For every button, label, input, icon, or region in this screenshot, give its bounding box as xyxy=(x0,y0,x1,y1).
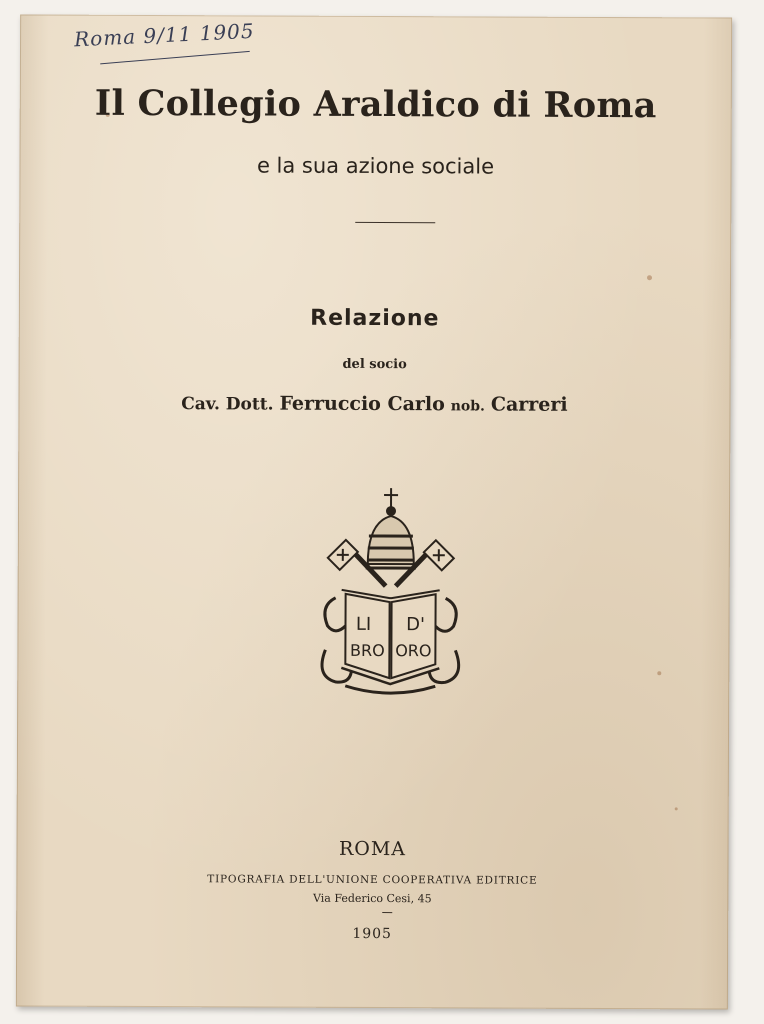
member-label: del socio xyxy=(342,356,407,373)
handwritten-note: Roma 9/11 1905 xyxy=(73,18,256,52)
handwritten-underline xyxy=(100,51,250,64)
imprint-address: Via Federico Cesi, 45 xyxy=(313,891,432,906)
author-surname: Carreri xyxy=(490,393,568,416)
document-subtitle: e la sua azione sociale xyxy=(256,153,495,179)
papal-emblem-libro-doro xyxy=(305,486,476,707)
imprint-printer: TIPOGRAFIA DELL'UNIONE COOPERATIVA EDITRICE xyxy=(207,873,538,887)
imprint-city: ROMA xyxy=(338,837,407,861)
author-name: Ferruccio Carlo xyxy=(279,392,445,416)
imprint-year: 1905 xyxy=(352,925,393,943)
document-title: Il Collegio Araldico di Roma xyxy=(94,82,657,127)
book-icon xyxy=(345,594,389,678)
book-text-right-bottom: ORO xyxy=(395,641,432,661)
foxing-spot xyxy=(647,275,652,280)
foxing-spot xyxy=(675,807,678,810)
book-text-right-top: D' xyxy=(406,614,425,636)
foxing-spot xyxy=(657,671,661,675)
book-text-left-bottom: BRO xyxy=(350,640,385,661)
book-text-left-top: LI xyxy=(355,613,372,635)
report-label: Relazione xyxy=(310,305,440,332)
tiara-icon xyxy=(368,516,414,564)
author-prefix: Cav. Dott. xyxy=(181,394,274,415)
author-particle: nob. xyxy=(450,398,485,415)
author-line xyxy=(18,391,730,416)
divider-rule xyxy=(355,222,435,223)
imprint-dash xyxy=(382,912,392,913)
booklet-cover xyxy=(16,14,732,1009)
